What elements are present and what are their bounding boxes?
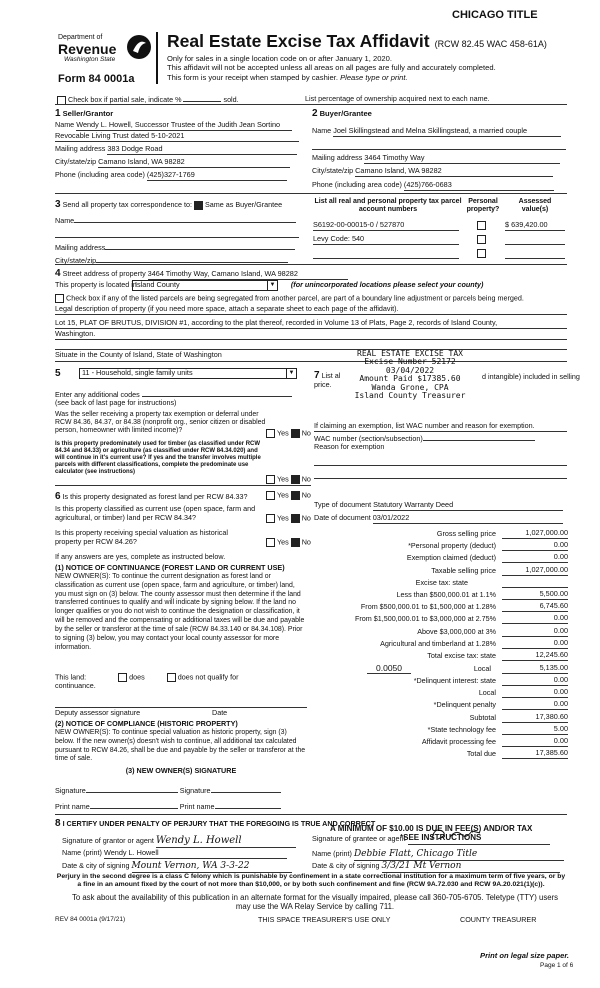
tax-row-label: From $500,000.01 to $1,500,000 at 1.28%	[360, 602, 496, 612]
tax-row	[312, 712, 568, 724]
tax-row-value[interactable]: 0.00	[502, 627, 568, 637]
tax-row-value[interactable]: 0.00	[502, 639, 568, 649]
corr-name-line2[interactable]	[55, 229, 299, 238]
tax-row	[312, 540, 568, 552]
buyer-phone-row: Phone (including area code) (425)766-0683	[312, 181, 554, 191]
dept-line3: Washington State	[64, 56, 116, 64]
county-note: (for unincorporated locations please select your county)	[290, 280, 484, 289]
additional-codes-field[interactable]	[142, 389, 292, 397]
grantee-date-row: Date & city of signing 3/3/21 Mt Vernon	[312, 861, 560, 873]
tax-row	[312, 638, 568, 650]
parcel-row-2[interactable]: Levy Code: 540	[313, 235, 459, 245]
buyer-city-field[interactable]: Camano Island, WA 98282	[355, 167, 553, 177]
exemption-label: If claiming an exemption, list WAC number and reason for exemption.	[314, 422, 567, 432]
corr-city-row: City/state/zip	[55, 254, 288, 266]
rule-8	[55, 814, 567, 815]
seller-phone-field[interactable]: (425)327-1769	[147, 171, 287, 181]
reason-line-1[interactable]	[314, 457, 567, 466]
reason-label: Reason for exemption	[314, 442, 385, 451]
tax-row-value[interactable]: 0.00	[502, 700, 568, 710]
tax-row-label: Taxable selling price	[431, 565, 496, 575]
note-3-italic: Please type or print.	[340, 72, 408, 82]
corr-mailing-field[interactable]	[105, 241, 295, 250]
stamp-line-5: Wanda Grone, CPA	[371, 382, 449, 392]
grantor-date-row: Date & city of signing Mount Vernon, WA 3-3-22	[62, 861, 292, 873]
tax-row-label: Exemption claimed (deduct)	[406, 553, 496, 563]
parcels-header-2: Personal property?	[466, 198, 500, 214]
grantee-date-field[interactable]: 3/3/21 Mt Vernon	[382, 861, 560, 873]
header-notes	[167, 54, 567, 82]
parcel-row-1[interactable]: S6192-00-00015-0 / 527870	[313, 221, 459, 231]
tax-row-value[interactable]: 5,500.00	[502, 590, 568, 600]
deputy-signature-line[interactable]	[55, 700, 307, 708]
perjury-notice: Perjury in the second degree is a class C felony which is punishable by confinement in a state correctional institution for a maximum term of five years, or by a fine in an amount fixed by the court of not more than $10,000, or by both such confinement and fine (RCW 9A.72.030 and RCW 9A.20.021(1)(c)).	[56, 873, 566, 889]
buyer-name-field[interactable]: Joel Skillingstead and Melna Skillingstead, a married couple	[333, 127, 561, 137]
assessed-value-1[interactable]: $ 639,420.00	[505, 221, 565, 231]
dor-logo-icon	[126, 34, 152, 60]
form-number: Form 84 0001a	[58, 73, 135, 85]
tax-row-value[interactable]: 1,027,000.00	[502, 566, 568, 576]
tax-row	[312, 687, 568, 699]
seller-heading: 1 Seller/Grantor	[55, 108, 114, 119]
q-exemption-yes[interactable]	[266, 429, 275, 438]
rule-top	[55, 104, 567, 105]
chicago-title-header: CHICAGO TITLE	[452, 9, 538, 21]
note-3: This form is your receipt when stamped by cashier.	[167, 72, 338, 82]
deputy-sig-label: Deputy assessor signature	[55, 708, 141, 717]
tax-row-value[interactable]: 1,027,000.00	[502, 529, 568, 539]
wac-field[interactable]	[423, 433, 535, 441]
q-forest-yes[interactable]	[266, 491, 275, 500]
tax-row-label: Affidavit processing fee	[421, 737, 496, 746]
partial-sale-label: Check box if partial sale, indicate %	[68, 95, 182, 104]
parcel-row-3[interactable]	[313, 249, 459, 259]
tax-row	[312, 724, 568, 736]
tax-row-value[interactable]: 17,385.60	[502, 749, 568, 759]
title-block	[167, 31, 547, 52]
does-not-qualify-checkbox[interactable]	[167, 673, 176, 682]
any-yes-note: If any answers are yes, complete as instructed below.	[55, 552, 226, 561]
notice-1-title: (1) NOTICE OF CONTINUANCE (FOREST LAND OR CURRENT USE)	[55, 563, 285, 572]
see-instructions-note: *SEE INSTRUCTIONS	[400, 833, 482, 842]
seller-name-row: Name Wendy L. Howell, Successor Trustee of the Judith Jean Sortino	[55, 121, 292, 131]
tax-row-value[interactable]: 5.00	[502, 725, 568, 735]
county-row: This property is located in Island County ▼ (for unincorporated locations please select your county)	[55, 280, 484, 289]
tax-row-label: Subtotal	[469, 712, 496, 722]
notice-2-body: NEW OWNER(S): To continue special valuation as historic property, sign (3) below. If the new owner(s) doesn't wish to continue, all additional tax calculated pursuant to RCW 84.26, shall be due and payable by the seller or transferor at the time of sale.	[55, 729, 306, 763]
q-current-use-no[interactable]	[291, 514, 300, 523]
personal-property-checkbox-3[interactable]	[477, 249, 486, 258]
tax-row	[312, 748, 568, 760]
tax-row-label: Excise tax: state	[415, 577, 468, 587]
tax-row	[312, 565, 568, 577]
stamp-line-4: Amount Paid $17385.60	[359, 374, 461, 384]
tax-row	[312, 626, 568, 638]
segregated-row	[55, 294, 524, 303]
grantor-name-row: Name (print) Wendy L. Howell	[62, 849, 287, 859]
list-percentage-note: List percentage of ownership acquired next to each name.	[305, 94, 490, 103]
q-exemption-answer: Yes No	[266, 429, 311, 438]
q-exemption-text: Was the seller receiving a property tax exemption or deferral under RCW 84.36, 84.37, or 84.38 (nonprofit org., senior citizen or disabled person, homeowner with limited income)?	[55, 411, 266, 434]
legal-paper-note: Print on legal size paper.	[480, 951, 570, 960]
land-qualify-row: This land: does does not qualify for	[55, 672, 239, 682]
street-row: 4 Street address of property 3464 Timothy Way, Camano Island, WA 98282	[55, 268, 348, 280]
new-owner-print-2[interactable]	[215, 801, 281, 809]
parcels-header-3: Assessed value(s)	[518, 198, 552, 214]
tax-row-label: From $1,500,000.01 to $3,000,000 at 2.75%	[354, 614, 496, 624]
new-owner-print-1[interactable]	[90, 801, 178, 809]
tax-row	[312, 577, 568, 589]
see-back-note: (see back of last page for instructions)	[55, 398, 177, 407]
notice-2-title: (2) NOTICE OF COMPLIANCE (HISTORIC PROPERTY)	[55, 719, 238, 728]
corr-mailing-row: Mailing address	[55, 241, 295, 253]
certify-line: 8 I CERTIFY UNDER PENALTY OF PERJURY THAT THE FOREGOING IS TRUE AND CORRECT	[55, 818, 376, 829]
buyer-name-line2[interactable]	[312, 141, 566, 150]
form-title: Real Estate Excise Tax Affidavit	[167, 31, 430, 51]
dor-logo-block	[58, 34, 158, 64]
buyer-mailing-row: Mailing address 3464 Timothy Way	[312, 154, 560, 164]
seller-mailing-row: Mailing address 383 Dodge Road	[55, 145, 297, 155]
q-current-use-yes[interactable]	[266, 514, 275, 523]
section-5-number: 5	[55, 368, 61, 379]
doc-type-row: Type of document Statutory Warranty Deed	[314, 501, 563, 511]
legal-label: Legal description of property (if you need more space, attach a separate sheet to each page of the affidavit).	[55, 305, 567, 315]
q-timber-no[interactable]	[291, 475, 300, 484]
notice-3-title: (3) NEW OWNER(S) SIGNATURE	[125, 766, 237, 775]
tax-row	[312, 736, 568, 748]
parcels-header-1: List all real and personal property tax parcel account numbers	[314, 198, 462, 214]
legal-description-field[interactable]	[55, 318, 567, 362]
personal-property-checkbox-2[interactable]	[477, 235, 486, 244]
tax-row-label: *Personal property (deduct)	[408, 541, 496, 551]
stamp-line-2: Excise Number 52172	[364, 357, 456, 367]
tax-row-label: Less than $500,000.01 at 1.1%	[396, 589, 496, 599]
section-7-intangible: d intangible) included in selling	[482, 372, 580, 381]
chevron-down-icon: ▼	[286, 369, 296, 378]
tax-row-value[interactable]: 0.00	[502, 737, 568, 747]
legal-line-blank	[55, 340, 567, 350]
tax-row-value[interactable]: 0.00	[502, 688, 568, 698]
grantor-sig-row: Signature of grantor or agent Wendy L. Howell	[62, 835, 296, 848]
grantee-name-row: Name (print) Debbie Flatt, Chicago Title	[312, 849, 564, 861]
grantor-name-field[interactable]: Wendy L. Howell	[104, 849, 287, 859]
tax-row-value[interactable]	[502, 578, 568, 588]
tax-row	[312, 613, 568, 625]
tax-row	[312, 601, 568, 613]
doc-date-field[interactable]: 03/01/2022	[373, 514, 563, 524]
tax-row	[312, 552, 568, 564]
doc-type-field[interactable]: Statutory Warranty Deed	[373, 501, 563, 511]
reason-line-2[interactable]	[314, 470, 567, 479]
section-7-row: 7 List al	[314, 370, 341, 381]
stamp-line-3: 03/04/2022	[385, 365, 435, 375]
corr-city-field[interactable]	[96, 254, 288, 263]
q-timber-text: Is this property predominately used for timber (as classified under RCW 84.34 and 84.33) or agriculture (as classified under RCW 84.34.020) and will continue in it's current use? If yes and the transfer involves multiple parcels with different classifications, complete the predominate use calculator (see instructions)	[55, 441, 261, 475]
q-historic-answer: Yes No	[266, 538, 311, 547]
continuance-label: continuance.	[55, 681, 96, 690]
personal-property-checkbox-1[interactable]	[477, 221, 486, 230]
revision-label: REV 84 0001a (9/17/21)	[55, 916, 126, 923]
dept-line1: Department of	[58, 34, 103, 41]
grantee-name-field[interactable]: Debbie Flatt, Chicago Title	[354, 849, 564, 861]
seller-city-field[interactable]: Camano Island, WA 98282	[98, 158, 290, 168]
q-historic-yes[interactable]	[266, 538, 275, 547]
does-qualify-checkbox[interactable]	[118, 673, 127, 682]
tax-row-label: Total excise tax: state	[427, 650, 496, 660]
local-rate-row	[312, 662, 568, 675]
buyer-phone-field[interactable]: (425)766-0683	[404, 181, 554, 191]
q-forest-no[interactable]	[291, 491, 300, 500]
local-rate-field[interactable]: 0.0050	[367, 663, 411, 674]
wac-row: WAC number (section/subsection)	[314, 433, 535, 444]
county-treasurer-label: COUNTY TREASURER	[460, 915, 537, 924]
tax-row-label: Total due	[466, 749, 496, 759]
new-owner-print-row: Print name Print name	[55, 801, 307, 812]
new-owner-sig-1[interactable]	[86, 785, 178, 793]
tax-row-value[interactable]: 6,745.60	[502, 602, 568, 612]
rule-5	[55, 485, 311, 486]
q-current-use: Is this property classified as current use (open space, farm and agricultural, or timber) land per RCW 84.34?	[55, 504, 256, 522]
grantee-signature-field[interactable]	[408, 835, 550, 845]
tax-row-value[interactable]: 17,380.60	[502, 713, 568, 723]
dept-line2: Revenue	[58, 41, 117, 58]
q-historic-no[interactable]	[291, 538, 300, 547]
tax-row-label: Above $3,000,000 at 3%	[417, 626, 496, 636]
segregated-label: Check box if any of the listed parcels are being segregated from another parcel, are part of a boundary line adjustment or parcels being merged.	[66, 293, 524, 303]
correspondence-row: 3 Send all property tax correspondence to: Same as Buyer/Grantee	[55, 199, 283, 210]
q-exemption-no[interactable]	[291, 429, 300, 438]
tax-row	[312, 675, 568, 687]
rule-2	[55, 193, 567, 194]
partial-sale-percent-field[interactable]	[183, 94, 221, 102]
deputy-date-label: Date	[212, 708, 228, 717]
q-timber-answer: Yes No	[266, 475, 311, 484]
tax-row-value[interactable]: 12,245.60	[502, 651, 568, 661]
seller-phone-row: Phone (including area code) (425)327-1769	[55, 171, 287, 181]
local-label: Local	[473, 664, 491, 674]
chevron-down-icon: ▼	[267, 281, 277, 290]
tax-row	[312, 699, 568, 711]
tax-row-label: Local	[478, 688, 496, 698]
q-historic: Is this property receiving special valuation as historical property per RCW 84.26?	[55, 528, 228, 546]
seller-city-row: City/state/zip Camano Island, WA 98282	[55, 158, 290, 168]
seller-name-line1[interactable]: Wendy L. Howell, Successor Trustee of the Judith Jean Sortino	[76, 121, 292, 131]
additional-codes-row: Enter any additional codes	[55, 389, 292, 400]
tax-row-label: *State technology fee	[427, 724, 496, 734]
tax-row	[312, 589, 568, 601]
legal-line-2: Washington.	[55, 329, 567, 340]
grantor-date-field[interactable]: Mount Vernon, WA 3-3-22	[132, 861, 292, 873]
q-forest: 6 Is this property designated as forest land per RCW 84.33?	[55, 491, 248, 502]
tax-row	[312, 650, 568, 662]
header-divider	[156, 32, 158, 84]
tax-row-value[interactable]: 0.00	[502, 676, 568, 686]
seller-mailing-field[interactable]: 383 Dodge Road	[107, 145, 297, 155]
tax-row-label: Agricultural and timberland at 1.28%	[380, 638, 496, 648]
tax-row-value[interactable]: 0.00	[502, 614, 568, 624]
stamp-line-6: Island County Treasurer	[354, 390, 466, 400]
buyer-city-row: City/state/zip Camano Island, WA 98282	[312, 167, 553, 177]
grantee-signature-scribble	[428, 827, 488, 841]
corr-name-field[interactable]	[74, 214, 296, 223]
legal-line-3: Situate in the County of Island, State of Washington	[55, 350, 567, 361]
notice-1-body: NEW OWNER(S): To continue the current designation as forest land or classification as current use (open space, farm and agriculture, or timber) land, you must sign on (3) below. The county assessor must then determine if the land transferred continues to qualify and will indicate by signing below. If the land no longer qualifies or you do not wish to continue the designation or classification, it will be removed and the compensating or additional taxes will be due and payable by the seller or transferor at the time of sale (RCW 84.33.140 or 84.34.108). Prior to signing (3) below, you may contact your local county assessor for more information.	[55, 573, 305, 651]
grantor-signature-field[interactable]: Wendy L. Howell	[156, 835, 296, 848]
county-select-value: Island County	[135, 280, 180, 289]
new-owner-sig-row: Signature Signature	[55, 785, 307, 796]
buyer-name-row: Name Joel Skillingstead and Melna Skillingstead, a married couple	[312, 127, 561, 137]
q-forest-answer: Yes No	[266, 491, 311, 500]
q-timber-yes[interactable]	[266, 475, 275, 484]
new-owner-sig-2[interactable]	[211, 785, 281, 793]
q-current-use-answer: Yes No	[266, 514, 311, 523]
use-code-value: 11 - Household, single family units	[82, 368, 193, 377]
tax-row-label: Gross selling price	[436, 529, 496, 538]
buyer-heading: 2 Buyer/Grantee	[312, 108, 372, 119]
grantee-sig-row: Signature of grantee or agent	[312, 835, 550, 845]
section-7-price: price.	[314, 380, 332, 389]
minimum-fee-note: A MINIMUM OF $10.00 IS DUE IN FEE(S) AND/OR TAX	[330, 824, 533, 833]
tax-row-label: *Delinquent interest: state	[413, 676, 496, 686]
legal-line-1: Lot 15, PLAT OF BRUTUS, DIVISION #1, according to the plat thereof, recorded in Volume 13 of Plats, Page 2, records of Island County,	[55, 318, 567, 329]
tax-row	[312, 528, 568, 540]
tax-calc-block	[312, 528, 568, 760]
county-select[interactable]	[132, 280, 278, 291]
stamp-line-1: REAL ESTATE EXCISE TAX	[357, 349, 463, 358]
availability-notice: To ask about the availability of this publication in an alternate format for the visually impaired, please call 360-705-6705. Teletype (TTY) users may use the WA Relay Service by calling 711.	[71, 893, 559, 912]
segregated-checkbox[interactable]	[55, 294, 64, 303]
tax-row-value[interactable]: 0.00	[502, 541, 568, 551]
assessed-value-2[interactable]	[505, 235, 565, 245]
local-value-field[interactable]: 5,135.00	[502, 664, 568, 674]
rule-3	[55, 264, 567, 265]
treasurer-stamp	[345, 350, 475, 400]
partial-sale-sold: sold.	[223, 95, 239, 104]
property-street-field[interactable]: 3464 Timothy Way, Camano Island, WA 98282	[148, 270, 348, 280]
use-code-select[interactable]	[79, 368, 297, 379]
same-as-buyer-checkbox[interactable]	[194, 201, 203, 210]
tax-row-value[interactable]: 0.00	[502, 553, 568, 563]
assessed-value-3[interactable]	[505, 249, 565, 259]
form-citation: (RCW 82.45 WAC 458-61A)	[434, 39, 547, 49]
buyer-mailing-field[interactable]: 3464 Timothy Way	[364, 154, 560, 164]
note-2: This affidavit will not be accepted unless all areas on all pages are fully and accurately completed.	[167, 63, 496, 73]
corr-name-row: Name	[55, 214, 296, 226]
treasurer-only-label: THIS SPACE TREASURER'S USE ONLY	[258, 915, 391, 924]
note-1: Only for sales in a single location code on or after January 1, 2020.	[167, 54, 392, 63]
page-number: Page 1 of 6	[540, 962, 574, 969]
doc-date-row: Date of document 03/01/2022	[314, 514, 563, 524]
tax-row-label: *Delinquent penalty	[433, 700, 496, 710]
seller-name-line2[interactable]: Revocable Living Trust dated 5-10-2021	[55, 132, 299, 142]
